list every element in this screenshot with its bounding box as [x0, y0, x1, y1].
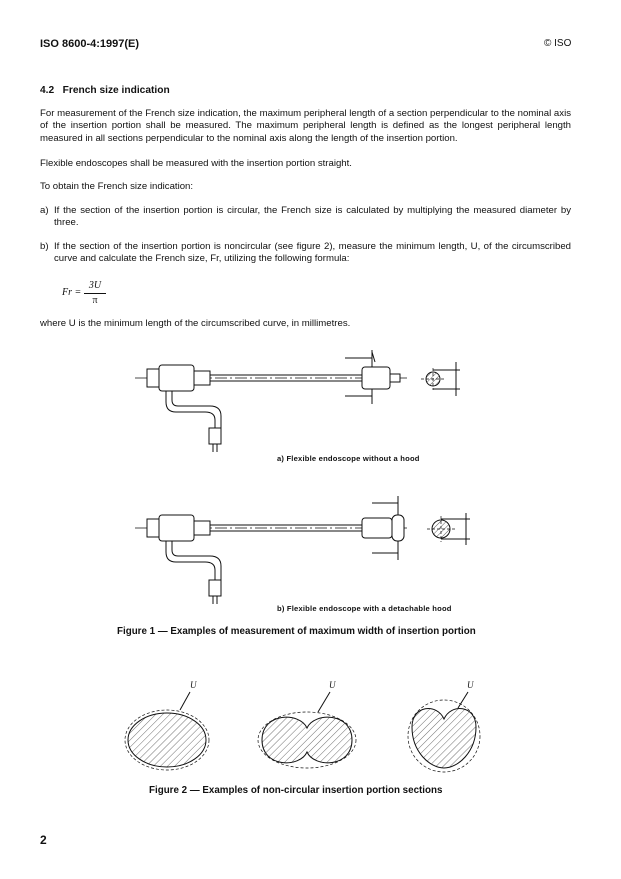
- u-label-oval: U: [190, 680, 197, 690]
- document-id: ISO 8600-4:1997(E): [40, 38, 140, 50]
- u-label-kidney: U: [467, 680, 474, 690]
- figure-1-caption: Figure 1 — Examples of measurement of maximum width of insertion portion: [117, 626, 476, 637]
- paragraph-obtain: To obtain the French size indication:: [40, 181, 194, 192]
- formula-lhs: Fr =: [62, 287, 82, 298]
- paragraph-straight: Flexible endoscopes shall be measured with the insertion portion straight.: [40, 158, 352, 169]
- figure-2-caption: Figure 2 — Examples of non-circular insertion portion sections: [149, 785, 443, 796]
- noncircular-sections: [125, 692, 480, 772]
- list-text-a: If the section of the insertion portion is circular, the French size is calculated by multiplying the measured diameter by three.: [54, 205, 571, 229]
- list-label-b: b): [40, 241, 49, 252]
- page-number: 2: [40, 833, 47, 847]
- endoscope-without-hood: [135, 350, 460, 452]
- formula-numerator: 3U: [88, 280, 102, 291]
- copyright-mark: © ISO: [544, 38, 572, 49]
- figure-1b-subcaption: b) Flexible endoscope with a detachable hood: [277, 604, 452, 613]
- section-number: 4.2: [40, 85, 55, 96]
- endoscope-with-hood: [135, 496, 470, 604]
- paragraph-measurement: For measurement of the French size indication, the maximum peripheral length of a section perpendicular to the nominal axis of the insertion portion shall be measured. The maximum peripheral length is defined as the longest peripheral length measured in all sections perpendicular to the nominal axis along the length of the insertion portion.: [40, 108, 571, 144]
- formula-denominator: π: [92, 295, 98, 306]
- section-title: French size indication: [62, 85, 170, 96]
- paragraph-where: where U is the minimum length of the circumscribed curve, in millimetres.: [40, 318, 351, 329]
- list-label-a: a): [40, 205, 49, 216]
- list-text-b: If the section of the insertion portion is noncircular (see figure 2), measure the minimum length, U, of the circumscribed curve and calculate the French size, Fr, utilizing the following formula:: [54, 241, 571, 265]
- u-label-peanut: U: [329, 680, 336, 690]
- figure-1a-subcaption: a) Flexible endoscope without a hood: [277, 454, 420, 463]
